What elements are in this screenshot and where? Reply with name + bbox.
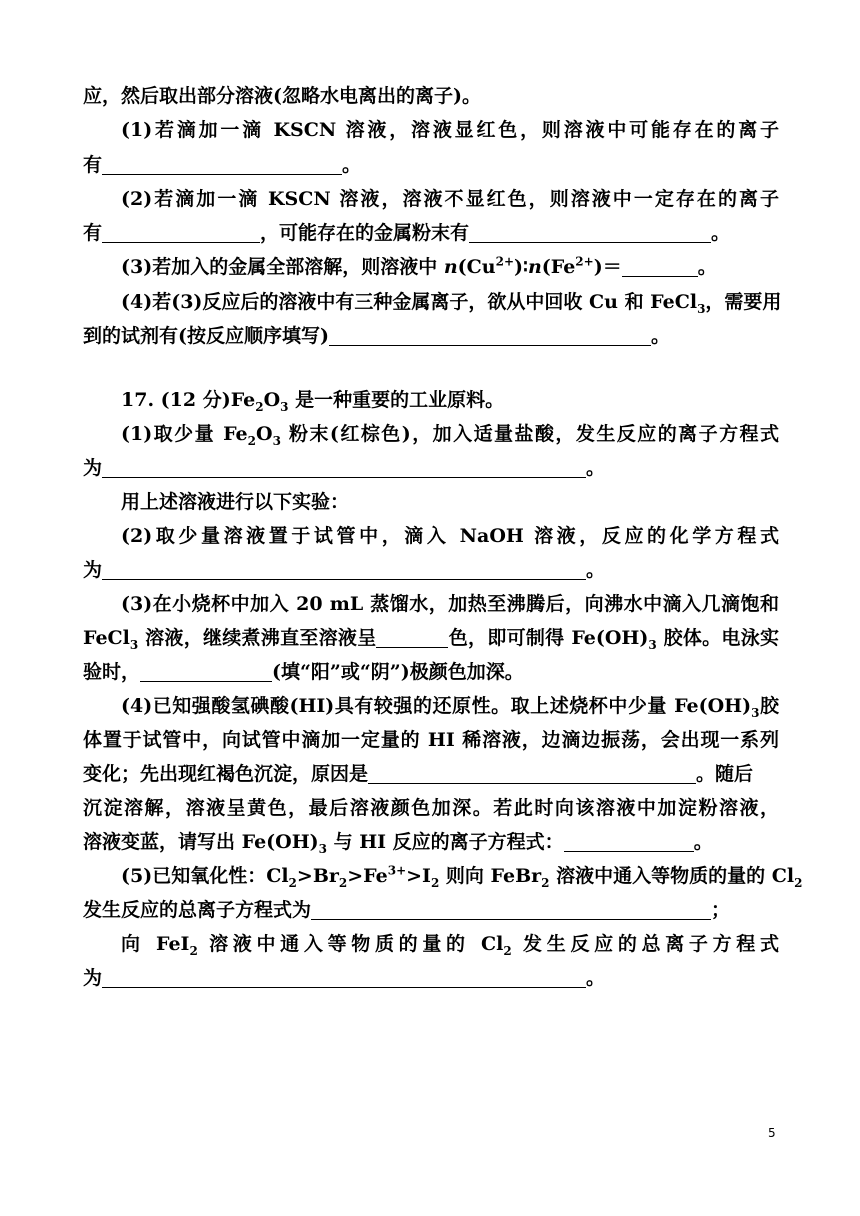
q17-part4-line1 bbox=[121, 694, 779, 718]
text: 发生反应的总离子方程式为 bbox=[83, 899, 312, 921]
q17-use-solution bbox=[121, 490, 779, 514]
text: 为 bbox=[83, 457, 103, 479]
q17-part4-line2 bbox=[83, 728, 779, 752]
subscript: 2 bbox=[503, 943, 512, 958]
subscript: 2 bbox=[288, 875, 297, 890]
subscript: 2 bbox=[430, 875, 440, 890]
q17-3-electrode-blank[interactable] bbox=[140, 661, 272, 682]
text: ； bbox=[711, 899, 731, 921]
q17-part4-line5 bbox=[83, 830, 779, 854]
text: 溶液中通入等物质的量的 Cl bbox=[197, 933, 504, 955]
q16-part1-line1 bbox=[121, 118, 779, 142]
subscript: 3 bbox=[648, 637, 657, 652]
q17-4-equation-blank[interactable] bbox=[564, 831, 694, 852]
text: )＝ bbox=[593, 256, 622, 278]
q17-part6-line1 bbox=[121, 932, 779, 956]
subscript: 3 bbox=[318, 841, 327, 856]
q17-2-equation-blank[interactable] bbox=[102, 559, 586, 580]
q16-2-ions-blank[interactable] bbox=[102, 222, 260, 243]
subscript: 3 bbox=[280, 399, 289, 414]
text: 向 FeI bbox=[121, 933, 190, 955]
text: 。 bbox=[711, 222, 731, 244]
q17-title bbox=[121, 388, 779, 412]
text: 发生反应的总离子方程式 bbox=[511, 933, 779, 955]
text: 有 bbox=[83, 154, 103, 176]
q16-2-metal-blank[interactable] bbox=[469, 222, 711, 243]
text: >I bbox=[406, 865, 431, 887]
subscript: 2 bbox=[189, 943, 198, 958]
text: (3)在小烧杯中加入 20 mL 蒸馏水，加热至沸腾后，向沸水中滴入几滴饱和 bbox=[121, 593, 779, 615]
text: (1)若滴加一滴 KSCN 溶液，溶液显红色，则溶液中可能存在的离子 bbox=[121, 119, 779, 141]
q16-part1-line2 bbox=[83, 153, 779, 177]
text: O bbox=[263, 389, 281, 411]
subscript: 2 bbox=[794, 875, 803, 890]
text: (5)已知氧化性：Cl bbox=[121, 865, 289, 887]
q17-part3-line1 bbox=[121, 592, 779, 616]
text: 胶体。电泳实 bbox=[656, 627, 779, 649]
charge: 3+ bbox=[387, 863, 407, 878]
q17-part3-line3 bbox=[83, 660, 779, 684]
q16-part4-line2 bbox=[83, 324, 779, 348]
text: 验时， bbox=[83, 661, 141, 683]
q16-3-ratio-blank[interactable] bbox=[622, 256, 698, 277]
charge: 2+ bbox=[575, 254, 594, 269]
q17-3-color-blank[interactable] bbox=[376, 627, 448, 648]
text: 溶液，继续煮沸直至溶液呈 bbox=[138, 627, 377, 649]
text: (Fe bbox=[541, 256, 576, 278]
subscript: 2 bbox=[255, 399, 264, 414]
text: 变化；先出现红褐色沉淀，原因是 bbox=[83, 763, 369, 785]
text: ，可能存在的金属粉末有 bbox=[260, 222, 470, 244]
q17-part1-line2 bbox=[83, 456, 779, 480]
q17-5-febr2-equation-blank[interactable] bbox=[311, 899, 711, 920]
text: 胶 bbox=[759, 695, 779, 717]
text: n bbox=[443, 256, 458, 278]
text: 有 bbox=[83, 222, 103, 244]
subscript: 2 bbox=[541, 875, 550, 890]
text: 到的试剂有(按反应顺序填写) bbox=[83, 325, 329, 347]
text: 。 bbox=[342, 154, 362, 176]
q17-4-reason-blank[interactable] bbox=[368, 763, 696, 784]
q17-part1-line1 bbox=[121, 422, 779, 446]
page-number: 5 bbox=[768, 1126, 776, 1140]
subscript: 2 bbox=[247, 433, 257, 448]
text: 体置于试管中，向试管中滴加一定量的 HI 稀溶液，边滴边振荡，会出现一系列 bbox=[83, 729, 779, 751]
text: 与 HI 反应的离子方程式： bbox=[327, 831, 564, 853]
text: 溶液中通入等物质的量的 Cl bbox=[549, 865, 795, 887]
text: 粉末(红棕色)，加入适量盐酸，发生反应的离子方程式 bbox=[280, 423, 779, 445]
q17-part5-line1 bbox=[121, 863, 803, 890]
text: n bbox=[527, 256, 542, 278]
text: 色，即可制得 Fe(OH) bbox=[448, 627, 649, 649]
text: (1)取少量 Fe bbox=[121, 423, 248, 445]
text: 沉淀溶解，溶液呈黄色，最后溶液颜色加深。若此时向该溶液中加淀粉溶液， bbox=[83, 797, 779, 819]
q17-part6-line2 bbox=[83, 966, 779, 990]
subscript: 3 bbox=[272, 433, 281, 448]
text: 则向 FeBr bbox=[439, 865, 542, 887]
charge: 2+ bbox=[495, 254, 514, 269]
q16-part4-line1 bbox=[121, 290, 782, 316]
text: 。随后 bbox=[696, 763, 754, 785]
text: 为 bbox=[83, 967, 103, 989]
q16-intro-end bbox=[83, 84, 779, 108]
text: 17. (12 分)Fe bbox=[121, 389, 256, 411]
text: 溶液变蓝，请写出 Fe(OH) bbox=[83, 831, 319, 853]
text: (2)取少量溶液置于试管中，滴入 NaOH 溶液，反应的化学方程式 bbox=[121, 525, 779, 547]
text: >Br bbox=[296, 865, 339, 887]
subscript: 3 bbox=[751, 705, 760, 720]
text: 。 bbox=[586, 967, 606, 989]
text: (填“阳”或“阴”)极颜色加深。 bbox=[272, 661, 524, 683]
text: O bbox=[256, 423, 273, 445]
q17-1-equation-blank[interactable] bbox=[102, 457, 586, 478]
text: FeCl bbox=[83, 627, 130, 649]
text: 。 bbox=[586, 457, 606, 479]
q16-part2-line1 bbox=[121, 187, 779, 211]
text: 为 bbox=[83, 559, 103, 581]
q17-part4-line3 bbox=[83, 762, 779, 786]
q17-6-fei2-equation-blank[interactable] bbox=[102, 967, 586, 988]
subscript: 3 bbox=[697, 301, 706, 316]
q17-part4-line4 bbox=[83, 796, 779, 820]
text: 是一种重要的工业原料。 bbox=[288, 389, 505, 411]
text: (Cu bbox=[457, 256, 496, 278]
q17-part3-line2 bbox=[83, 626, 779, 650]
q16-part2-line2 bbox=[83, 221, 779, 245]
text: 用上述溶液进行以下实验： bbox=[121, 491, 350, 513]
text: )∶ bbox=[514, 256, 528, 278]
q16-1-answer-blank[interactable] bbox=[102, 154, 342, 175]
q16-4-reagents-blank[interactable] bbox=[329, 325, 651, 346]
text: 。 bbox=[650, 325, 670, 347]
text: 应，然后取出部分溶液(忽略水电离出的离子)。 bbox=[83, 85, 481, 107]
text: (2)若滴加一滴 KSCN 溶液，溶液不显红色，则溶液中一定存在的离子 bbox=[121, 188, 779, 210]
text: (3)若加入的金属全部溶解，则溶液中 bbox=[121, 256, 438, 278]
text: 。 bbox=[693, 831, 713, 853]
text: (4)已知强酸氢碘酸(HI)具有较强的还原性。取上述烧杯中少量 Fe(OH) bbox=[121, 695, 752, 717]
subscript: 2 bbox=[338, 875, 348, 890]
text: >Fe bbox=[347, 865, 388, 887]
q17-part5-line2 bbox=[83, 898, 779, 922]
text: 。 bbox=[586, 559, 606, 581]
q17-part2-line1 bbox=[121, 524, 779, 548]
q17-part2-line2 bbox=[83, 558, 779, 582]
text: 。 bbox=[697, 256, 717, 278]
q16-part3 bbox=[121, 255, 779, 279]
text: (4)若(3)反应后的溶液中有三种金属离子，欲从中回收 Cu 和 FeCl bbox=[121, 291, 698, 313]
subscript: 3 bbox=[129, 637, 139, 652]
text: ，需要用 bbox=[705, 291, 782, 313]
